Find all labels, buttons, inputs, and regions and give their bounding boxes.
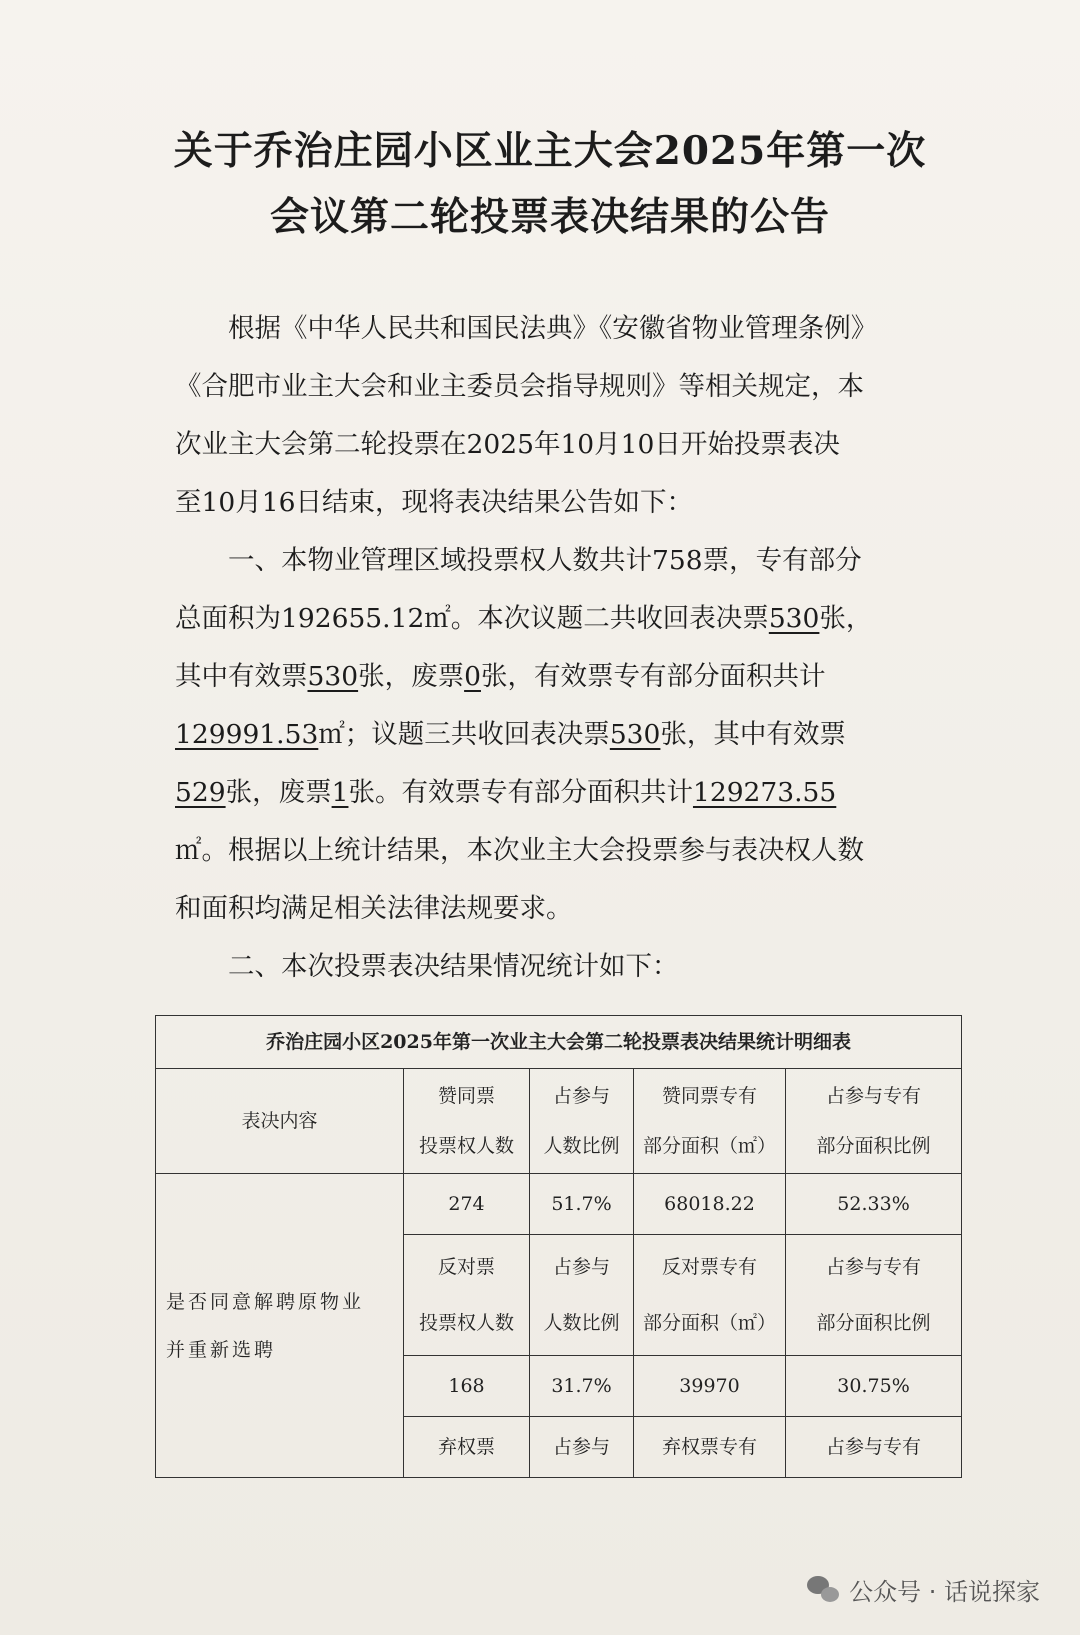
header-cell — [786, 1069, 962, 1174]
underlined-value: 1 — [331, 777, 349, 808]
header-item: 表决内容 — [156, 1069, 404, 1174]
header-cell — [404, 1069, 530, 1174]
body-line: 《合肥市业主大会和业主委员会指导规则》等相关规定，本 — [175, 371, 864, 402]
table-cell — [530, 1235, 634, 1356]
title-line-2: 会议第二轮投票表决结果的公告 — [269, 194, 830, 240]
table-cell: 占参与专有 — [786, 1417, 962, 1478]
text-run: 张，废票 — [358, 661, 465, 692]
watermark-text: 公众号 · 话说探家 — [849, 1578, 1040, 1606]
table-cell: 弃权票专有 — [634, 1417, 786, 1478]
cell-line: 反对票专有 — [661, 1256, 757, 1278]
table-cell: 68018.22 — [634, 1174, 786, 1235]
text-run: 张。有效票专有部分面积共计 — [348, 777, 693, 808]
vote-item-label — [156, 1174, 404, 1478]
underlined-value: 0 — [464, 661, 481, 692]
text-run: 张，有效票专有部分面积共计 — [480, 661, 826, 692]
result-table — [155, 1015, 962, 1478]
table-cell — [634, 1235, 786, 1356]
cell-line: 部分面积（㎡） — [642, 1312, 776, 1334]
header-cell — [530, 1069, 634, 1174]
text-run: ㎡；议题三共收回表决票 — [318, 719, 610, 750]
header-line: 部分面积（㎡） — [642, 1135, 776, 1157]
cell-line: 占参与 — [552, 1256, 610, 1278]
header-line: 占参与专有 — [826, 1085, 922, 1107]
table-caption: 乔治庄园小区2025年第一次业主大会第二轮投票表决结果统计明细表 — [156, 1016, 962, 1069]
title-line-1: 关于乔治庄园小区业主大会2025年第一次 — [173, 128, 927, 174]
table-cell: 51.7% — [530, 1174, 634, 1235]
header-cell — [634, 1069, 786, 1174]
cell-line: 部分面积比例 — [816, 1312, 931, 1334]
body-line: 一、本物业管理区域投票权人数共计758票，专有部分 — [228, 545, 862, 576]
underlined-value: 530 — [768, 603, 820, 634]
watermark-footer — [807, 1572, 1040, 1607]
body-line: 和面积均满足相关法律法规要求。 — [175, 893, 573, 924]
table-cell: 274 — [404, 1174, 530, 1235]
underlined-value: 530 — [609, 719, 661, 750]
item-line: 是否同意解聘原物业 — [166, 1290, 365, 1313]
underlined-value: 129273.55 — [692, 777, 837, 808]
cell-line: 人数比例 — [543, 1312, 620, 1334]
header-line: 人数比例 — [543, 1135, 620, 1157]
body-line: ㎡。根据以上统计结果，本次业主大会投票参与表决权人数 — [175, 835, 864, 866]
document-title — [120, 118, 980, 250]
header-line: 赞同票专有 — [661, 1085, 757, 1107]
table-cell: 52.33% — [786, 1174, 962, 1235]
header-line: 占参与 — [552, 1085, 610, 1107]
underlined-value: 530 — [307, 661, 359, 692]
body-line: 根据《中华人民共和国民法典》《安徽省物业管理条例》 — [228, 313, 878, 344]
table-cell — [786, 1235, 962, 1356]
item-line: 并重新选聘 — [166, 1338, 277, 1361]
cell-line: 反对票 — [437, 1256, 495, 1278]
body-line: 至10月16日结束，现将表决结果公告如下： — [175, 487, 693, 518]
table-cell: 弃权票 — [404, 1417, 530, 1478]
underlined-value: 529 — [175, 777, 226, 808]
table-cell: 占参与 — [530, 1417, 634, 1478]
body-line — [175, 590, 945, 648]
text-run: 张， — [819, 603, 873, 634]
body-line — [175, 648, 945, 706]
table-cell: 168 — [404, 1356, 530, 1417]
text-run: 总面积为192655.12㎡。本次议题二共收回表决票 — [175, 603, 769, 634]
table-row — [156, 1174, 962, 1235]
cell-line: 投票权人数 — [418, 1312, 514, 1334]
underlined-value: 129991.53 — [175, 719, 319, 750]
header-line: 投票权人数 — [418, 1135, 514, 1157]
table-cell: 31.7% — [530, 1356, 634, 1417]
text-run: 张，废票 — [225, 777, 332, 808]
body-line — [175, 706, 945, 764]
body-line: 次业主大会第二轮投票在2025年10月10日开始投票表决 — [175, 429, 840, 460]
table-cell: 30.75% — [786, 1356, 962, 1417]
header-line: 赞同票 — [437, 1085, 495, 1107]
table-header-row — [156, 1069, 962, 1174]
header-line: 部分面积比例 — [816, 1135, 931, 1157]
body-line: 二、本次投票表决结果情况统计如下： — [228, 951, 679, 982]
table-cell: 39970 — [634, 1356, 786, 1417]
cell-line: 占参与专有 — [826, 1256, 922, 1278]
table-cell — [404, 1235, 530, 1356]
text-run: 其中有效票 — [175, 661, 308, 692]
wechat-icon — [807, 1576, 841, 1604]
text-run: 张，其中有效票 — [660, 719, 846, 750]
body-line — [175, 764, 945, 822]
document-body — [175, 300, 945, 996]
